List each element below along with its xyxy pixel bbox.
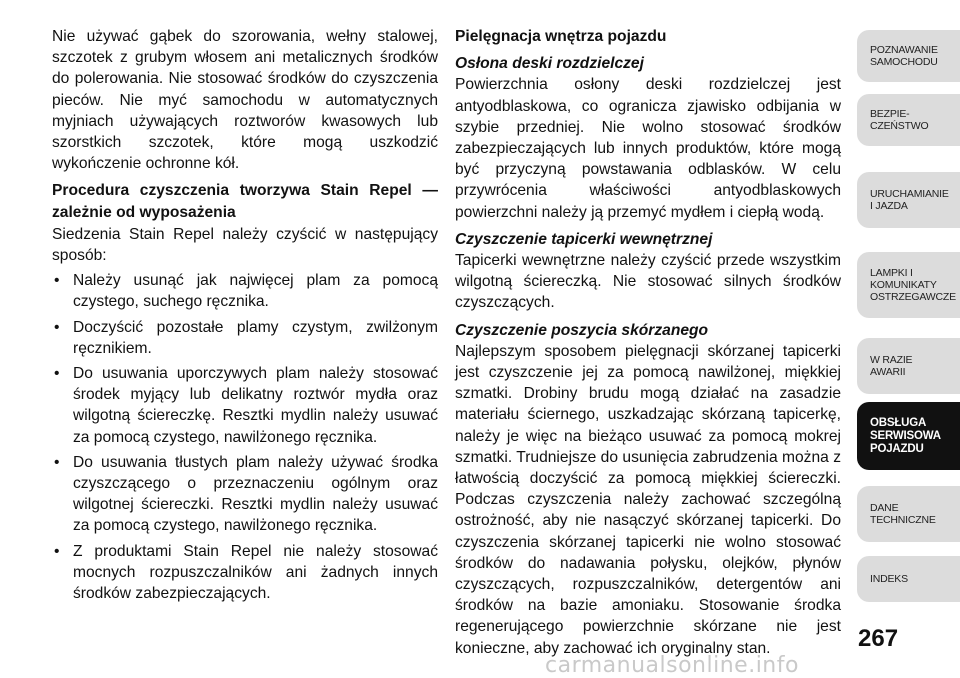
stain-repel-steps	[52, 270, 438, 604]
leather-title: Czyszczenie poszycia skórzanego	[455, 321, 709, 339]
right-column	[455, 26, 841, 665]
dashboard-cover-text: Powierzchnia osłony deski rozdzielczej jest antyodblaskowa, co ogranicza zjawisko odbijania w szybie przedniej. Nie wolno stosować środków zabezpieczających lub innych produktów, które mogą być przyczyną powstawania odblasków. W celu przywrócenia właściwości antyodblaskowych powierzchni należy ją przemyć mydłem i ciepłą wodą.	[455, 76, 841, 221]
list-item: • Do usuwania uporczywych plam należy stosować środek myjący lub delikatny roztwór mydła oraz wilgotną ściereczkę. Resztki mydlin należy usuwać za pomocą czystego, nawilżonego ręcznika.	[52, 363, 438, 448]
interior-care-heading: Pielęgnacja wnętrza pojazdu	[455, 28, 667, 45]
list-item: • Do usuwania tłustych plam należy używać środka czyszczącego o przeznaczeniu ogólnym oraz wilgotnej ściereczki. Resztki mydlin należy usuwać za pomocą czystego, nawilżonego ręcznika.	[52, 452, 438, 537]
tab-starting-driving[interactable]	[857, 172, 960, 228]
page-number: 267	[858, 625, 899, 652]
tab-emergency[interactable]	[857, 338, 960, 394]
tab-index[interactable]	[857, 556, 960, 602]
stain-repel-intro: Siedzenia Stain Repel należy czyścić w następujący sposób:	[52, 225, 438, 265]
stain-repel-heading: Procedura czyszczenia tworzywa Stain Repel — zależnie od wyposażenia	[52, 182, 438, 221]
wheel-care-paragraph: Nie używać gąbek do szorowania, wełny stalowej, szczotek z grubym włosem ani metalicznych środków do polerowania. Nie stosować środków do czyszczenia pieców. Nie myć samochodu w automatycznych myjniach używających roztworów kwasowych lub szorstkich szczotek, które mogą uszkodzić wykończenie ochronne kół.	[52, 28, 438, 173]
tab-label: URUCHAMIANIE I JAZDA	[870, 188, 949, 212]
list-item: • Z produktami Stain Repel nie należy stosować mocnych rozpuszczalników ani żadnych innych środków zabezpieczających.	[52, 541, 438, 605]
tab-safety[interactable]	[857, 94, 960, 146]
tab-label: W RAZIE AWARII	[870, 354, 913, 378]
dashboard-cover-title: Osłona deski rozdzielczej	[455, 55, 644, 73]
tab-label: LAMPKI I KOMUNIKATY OSTRZEGAWCZE	[870, 267, 956, 303]
upholstery-text: Tapicerki wewnętrzne należy czyścić przede wszystkim wilgotną ściereczką. Nie stosować silnych środków czyszczących.	[455, 252, 841, 312]
tab-label: POZNAWANIE SAMOCHODU	[870, 44, 938, 68]
left-column	[52, 26, 438, 608]
tab-getting-to-know[interactable]	[857, 30, 960, 82]
upholstery-title: Czyszczenie tapicerki wewnętrznej	[455, 230, 713, 248]
leather-text: Najlepszym sposobem pielęgnacji skórzanej tapicerki jest czyszczenie jej za pomocą nawilżonej, miękkiej szmatki. Drobiny brudu mogą działać na zasadzie materiału ściernego, uszkadzając skórzaną tapicerkę, należy je więc na bieżąco usuwać za pomocą mokrej szmatki. Trudniejsze do usunięcia zabrudzenia można z łatwością doczyścić za pomocą miękkiej ściereczki. Podczas czyszczenia należy zachować szczególną ostrożność, aby nie nasączyć skórzanej tapicerki. Do czyszczenia skórzanej tapicerki nie wolno stosować środków do nadawania połysku, olejków, płynów czyszczących, rozpuszczalników, detergentów ani środków na bazie amoniaku. Stosowanie środka regenerującego powierzchnie skórzane nie jest konieczne, aby zachować ich oryginalny stan.	[455, 342, 841, 657]
list-item: • Należy usunąć jak najwięcej plam za pomocą czystego, suchego ręcznika.	[52, 270, 438, 312]
tab-label: INDEKS	[870, 573, 908, 585]
tab-label: OBSŁUGA SERWISOWA POJAZDU	[870, 416, 941, 455]
tab-warning-lights[interactable]	[857, 252, 960, 318]
list-item: • Doczyścić pozostałe plamy czystym, zwilżonym ręcznikiem.	[52, 317, 438, 359]
watermark: carmanualsonline.info	[545, 653, 799, 678]
tab-specifications[interactable]	[857, 486, 960, 542]
tab-maintenance[interactable]	[857, 402, 960, 470]
tab-label: BEZPIE- CZEŃSTWO	[870, 108, 929, 132]
tab-label: DANE TECHNICZNE	[870, 502, 936, 526]
